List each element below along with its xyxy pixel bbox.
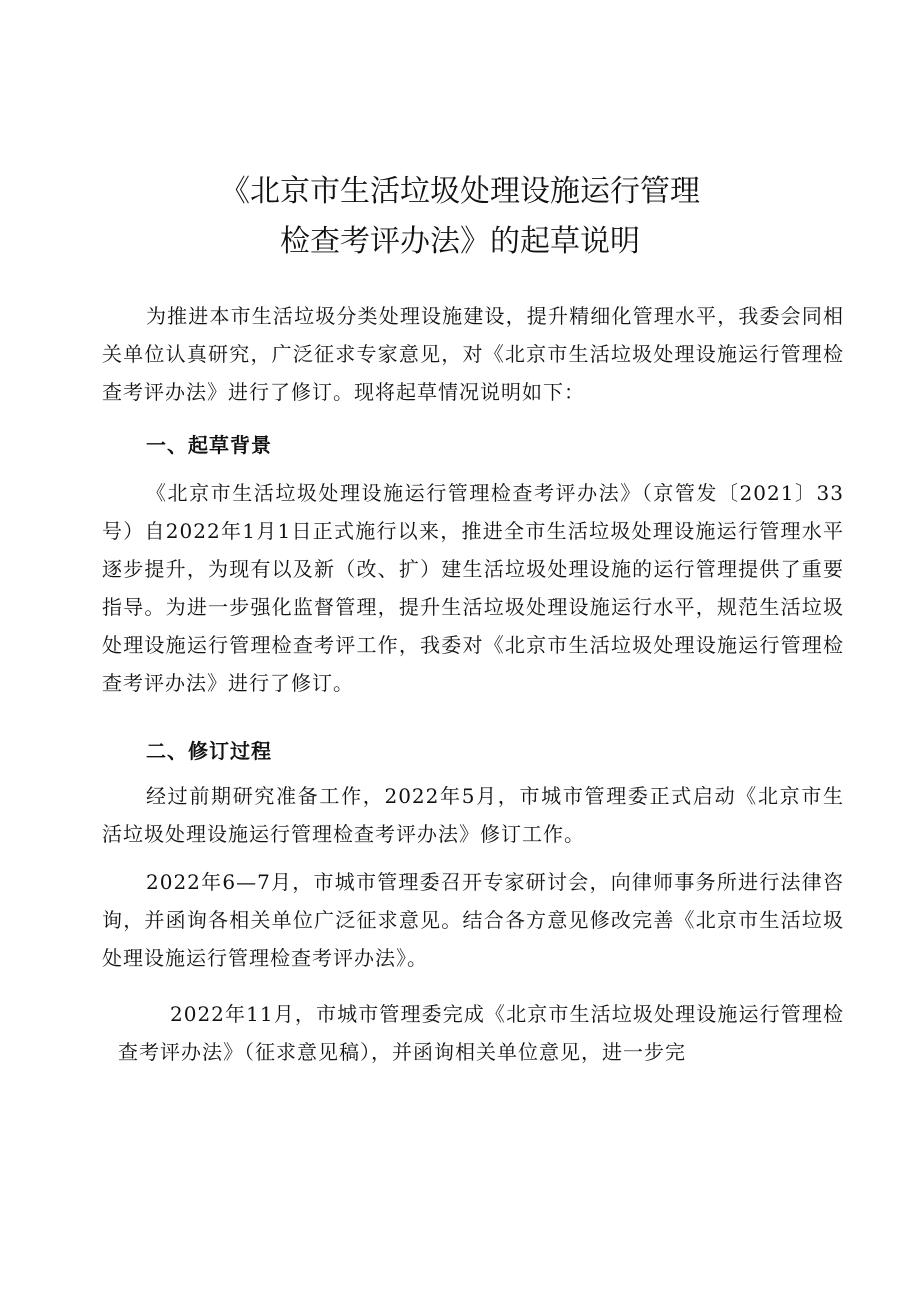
document-title-line-2: 检查考评办法》的起草说明 (280, 224, 640, 259)
revision-paragraph-3: 2022年11月，市城市管理委完成《北京市生活垃圾处理设施运行管理检查考评办法》（征求意见稿），并函询相关单位意见，进一步完 (118, 1002, 844, 1064)
revision-paragraph-1: 经过前期研究准备工作，2022年5月，市城市管理委正式启动《北京市生活垃圾处理设施运行管理检查考评办法》修订工作。 (102, 784, 844, 846)
section-heading-background: 一、起草背景 (146, 433, 272, 457)
background-paragraph: 《北京市生活垃圾处理设施运行管理检查考评办法》（京管发〔2021〕33号）自2022年1月1日正式施行以来，推进全市生活垃圾处理设施运行管理水平逐步提升，为现有以及新（改、扩）建生活垃圾处理设施的运行管理提供了重要指导。为进一步强化监督管理，提升生活垃圾处理设施运行水平，规范生活垃圾处理设施运行管理检查考评工作，我委对《北京市生活垃圾处理设施运行管理检查考评办法》进行了修订。 (102, 481, 844, 695)
intro-paragraph: 为推进本市生活垃圾分类处理设施建设，提升精细化管理水平，我委会同相关单位认真研究，广泛征求专家意见，对《北京市生活垃圾处理设施运行管理检查考评办法》进行了修订。现将起草情况说明如下： (102, 304, 844, 404)
document-title-line-1: 《北京市生活垃圾处理设施运行管理 (220, 174, 700, 209)
revision-paragraph-2: 2022年6—7月，市城市管理委召开专家研讨会，向律师事务所进行法律咨询，并函询各相关单位广泛征求意见。结合各方意见修改完善《北京市生活垃圾处理设施运行管理检查考评办法》。 (102, 870, 844, 970)
section-heading-revision-process: 二、修订过程 (146, 739, 272, 763)
